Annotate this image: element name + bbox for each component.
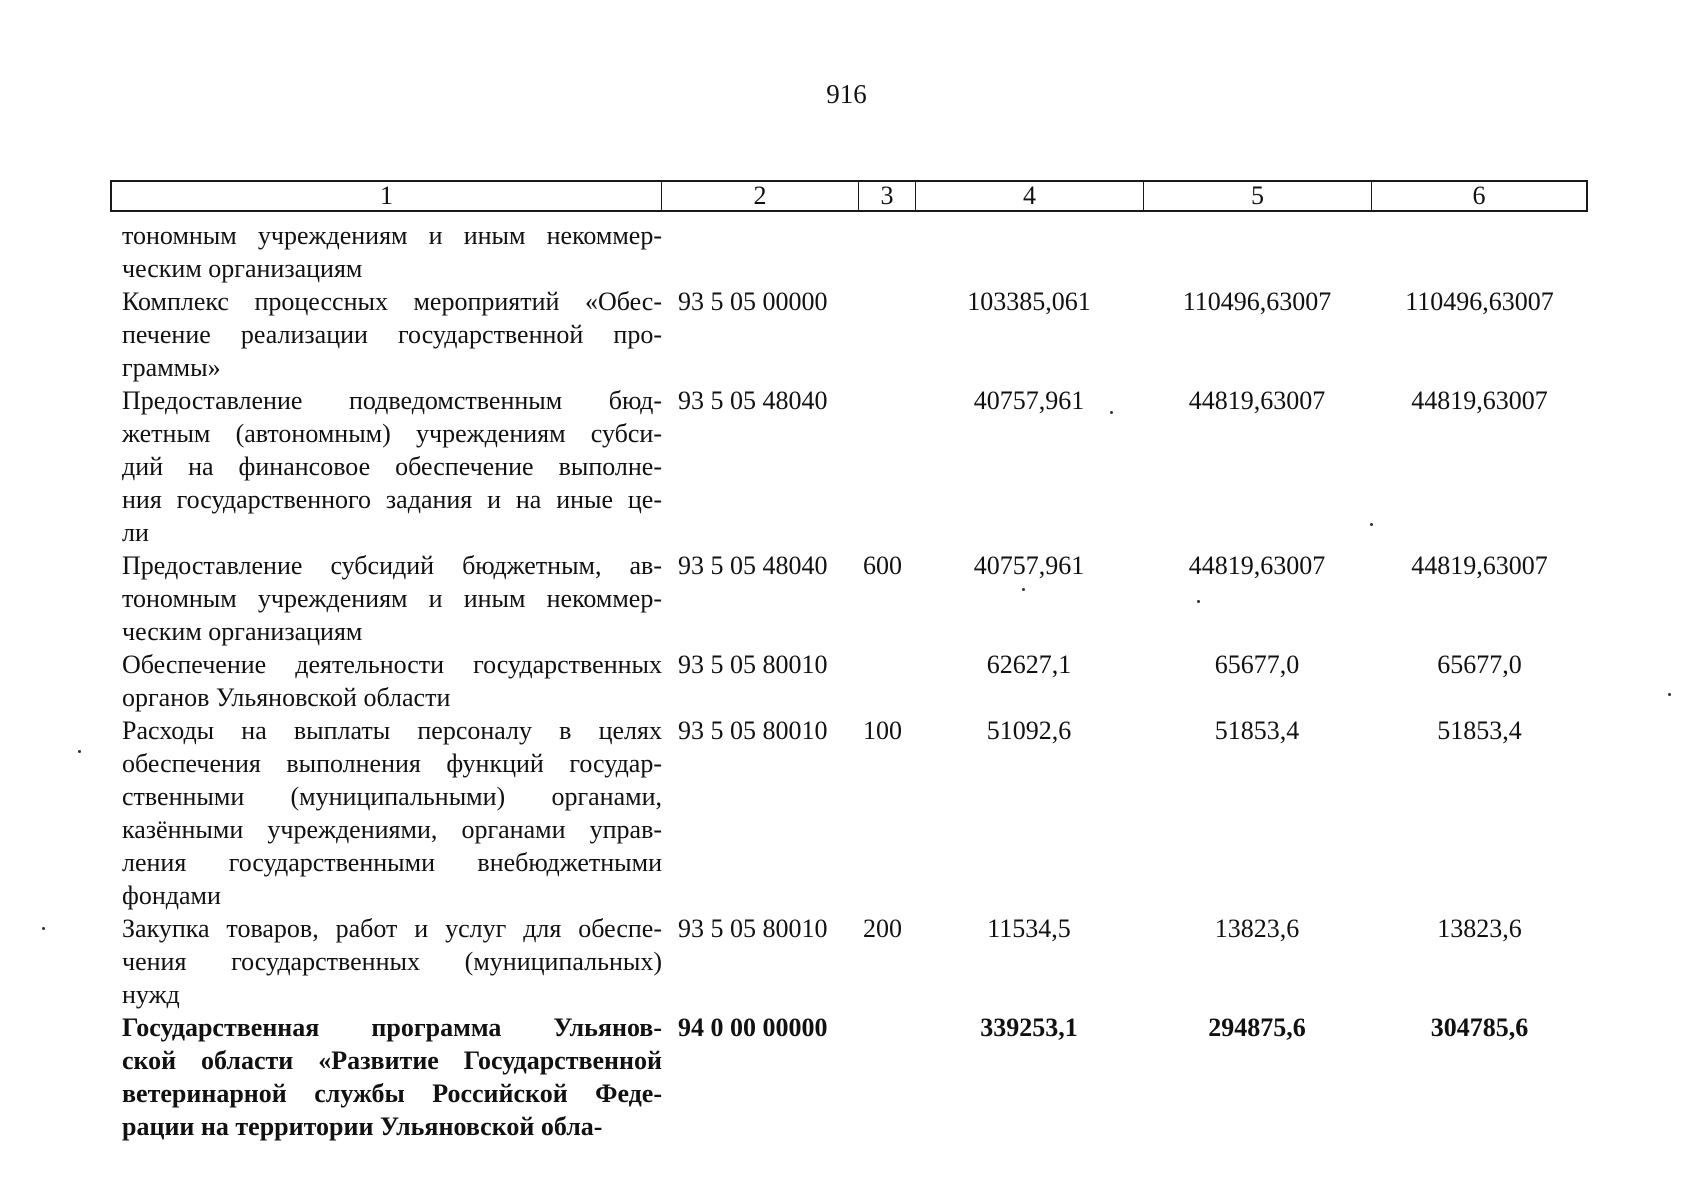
- description-line: Предоставление подведомственным бюд-: [122, 386, 662, 415]
- row-description: [112, 714, 662, 912]
- scan-speck: [1022, 588, 1025, 591]
- row-type: 100: [863, 716, 902, 745]
- description-line: ния государственного задания и на иные це-: [122, 485, 662, 514]
- description-line: рации на территории Ульяновской обла-: [122, 1112, 603, 1141]
- header-col-6: 6: [1472, 181, 1486, 210]
- row-value-5: 65677,0: [1214, 650, 1300, 679]
- header-col-4: 4: [916, 182, 1144, 210]
- row-value-4: 103385,061: [967, 287, 1091, 316]
- table-row: [112, 549, 1588, 648]
- row-code: 93 5 05 80010: [678, 650, 828, 679]
- header-col-3: 3: [859, 182, 916, 210]
- description-line: обеспечения выполнения функций государ-: [122, 749, 662, 778]
- page-number: 916: [826, 79, 867, 109]
- scan-speck: [1370, 523, 1373, 526]
- row-value-6: 44819,63007: [1411, 551, 1548, 580]
- description-line: Государственная программа Ульянов-: [122, 1013, 662, 1042]
- description-line: жетным (автономным) учреждениям субси-: [122, 419, 662, 448]
- row-description: [112, 219, 662, 285]
- scan-speck: [1197, 600, 1200, 603]
- header-col-2: 2: [662, 182, 859, 210]
- row-value-6: 110496,63007: [1405, 287, 1554, 316]
- row-code: 93 5 05 00000: [678, 287, 828, 316]
- description-line: Предоставление субсидий бюджетным, ав-: [122, 551, 662, 580]
- description-line: нужд: [122, 980, 180, 1009]
- scan-speck: [1668, 693, 1671, 696]
- table-row: [112, 714, 1588, 912]
- description-line: Закупка товаров, работ и услуг для обеспе-: [122, 914, 662, 943]
- row-value-4: 40757,961: [973, 386, 1085, 415]
- description-line: дий на финансовое обеспечение выполне-: [122, 452, 662, 481]
- description-line: Комплекс процессных мероприятий «Обес-: [122, 287, 662, 316]
- row-description: [112, 549, 662, 648]
- table-row: [112, 285, 1588, 384]
- scan-speck: [42, 927, 45, 930]
- row-value-4: 339253,1: [980, 1013, 1078, 1042]
- description-line: чения государственных (муниципальных): [122, 947, 662, 976]
- row-value-4: 62627,1: [986, 650, 1072, 679]
- description-line: ветеринарной службы Российской Феде-: [122, 1079, 662, 1108]
- row-value-6: 13823,6: [1437, 914, 1522, 943]
- description-line: Расходы на выплаты персоналу в целях: [122, 716, 662, 745]
- row-code: 93 5 05 48040: [678, 551, 828, 580]
- description-line: органов Ульяновской области: [122, 683, 451, 712]
- row-description: [112, 912, 662, 1011]
- row-code: 93 5 05 80010: [678, 914, 828, 943]
- description-line: казёнными учреждениями, органами управ-: [122, 815, 662, 844]
- row-description: [112, 1011, 662, 1143]
- row-value-4: 51092,6: [986, 716, 1072, 745]
- description-line: тономным учреждениям и иным некоммер-: [122, 221, 662, 250]
- description-line: ления государственными внебюджетными: [122, 848, 662, 877]
- table-row: [112, 648, 1588, 714]
- table-row: [112, 219, 1588, 285]
- description-line: Обеспечение деятельности государственных: [122, 650, 662, 679]
- row-value-5: 51853,4: [1214, 716, 1300, 745]
- row-type: 600: [863, 551, 902, 580]
- scan-speck: [1110, 411, 1113, 414]
- row-value-6: 51853,4: [1437, 716, 1522, 745]
- row-code: 94 0 00 00000: [678, 1013, 828, 1042]
- row-value-4: 11534,5: [987, 914, 1071, 943]
- row-value-4: 40757,961: [973, 551, 1085, 580]
- description-line: ческим организациям: [122, 617, 363, 646]
- row-value-5: 44819,63007: [1188, 551, 1326, 580]
- row-value-5: 110496,63007: [1182, 287, 1332, 316]
- table-header: [110, 180, 1588, 212]
- table-row: [112, 384, 1588, 549]
- description-line: фондами: [122, 881, 221, 910]
- table-body: [112, 219, 1588, 1143]
- row-description: [112, 285, 662, 384]
- row-code: 93 5 05 48040: [678, 386, 828, 415]
- row-code: 93 5 05 80010: [678, 716, 828, 745]
- header-col-1: 1: [112, 182, 662, 210]
- row-description: [112, 648, 662, 714]
- row-value-6: 304785,6: [1430, 1013, 1529, 1042]
- row-value-5: 294875,6: [1208, 1013, 1306, 1042]
- description-line: ли: [122, 518, 149, 547]
- table-row: [112, 1011, 1588, 1143]
- row-value-5: 13823,6: [1214, 914, 1300, 943]
- scan-speck: [78, 750, 81, 753]
- row-description: [112, 384, 662, 549]
- row-type: 200: [863, 914, 902, 943]
- description-line: граммы»: [122, 353, 221, 382]
- header-col-5: 5: [1144, 182, 1372, 210]
- description-line: печение реализации государственной про-: [122, 320, 662, 349]
- description-line: тономным учреждениям и иным некоммер-: [122, 584, 662, 613]
- row-value-6: 44819,63007: [1411, 386, 1548, 415]
- table-row: [112, 912, 1588, 1011]
- description-line: ческим организациям: [122, 254, 363, 283]
- description-line: ственными (муниципальными) органами,: [122, 782, 662, 811]
- row-value-5: 44819,63007: [1188, 386, 1326, 415]
- description-line: ской области «Развитие Государственной: [122, 1046, 662, 1075]
- row-value-6: 65677,0: [1437, 650, 1522, 679]
